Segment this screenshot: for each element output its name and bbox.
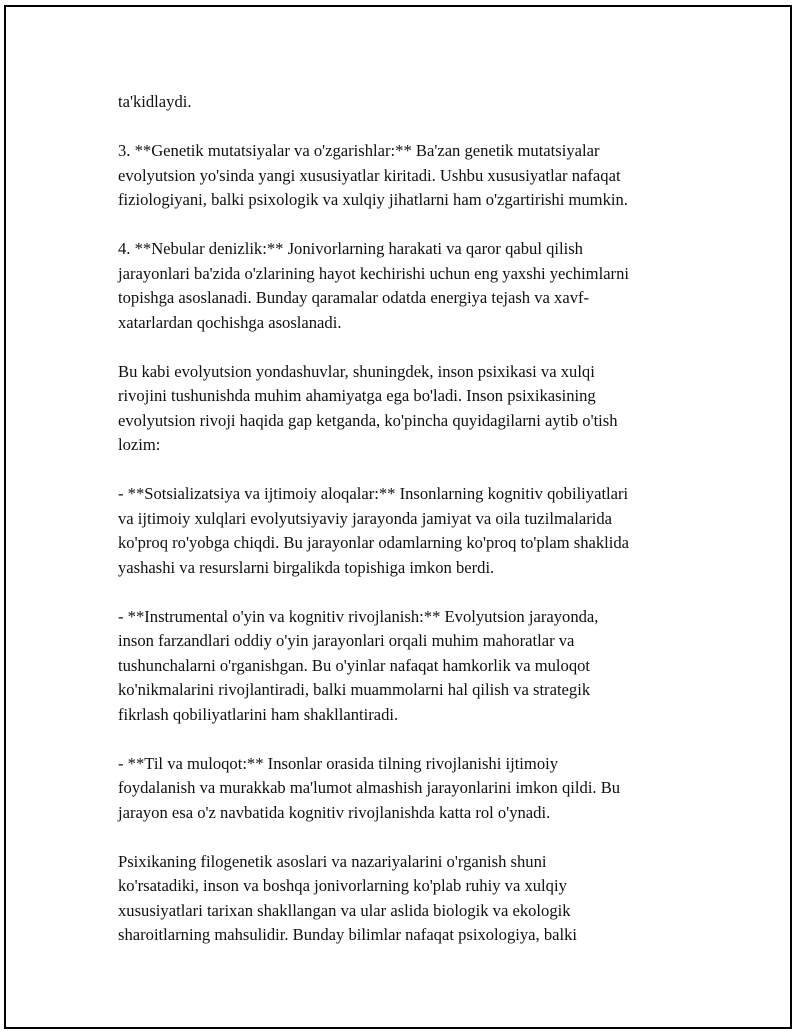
text-line: jarayonlari ba'zida o'zlarining hayot kechirishi uchun eng yaxshi yechimlarni (118, 263, 629, 283)
text-line: - **Til va muloqot:** Insonlar orasida tilning rivojlanishi ijtimoiy (118, 753, 559, 773)
text-line: ko'nikmalarini rivojlantiradi, balki muammolarni hal qilish va strategik (118, 680, 591, 699)
text-line: ko'rsatadiki, inson va boshqa jonivorlarning ko'plab ruhiy va xulqiy (118, 876, 567, 895)
document-body (118, 90, 698, 972)
paragraph-language (118, 752, 698, 826)
text-line: - **Instrumental o'yin va kognitiv rivojlanish:** Evolyutsion jarayonda, (118, 606, 599, 626)
text-line: ta'kidlaydi. (118, 92, 192, 111)
text-line: rivojini tushunishda muhim ahamiyatga ega bo'ladi. Inson psixikasining (118, 386, 596, 405)
text-line: foydalanish va murakkab ma'lumot almashish jarayonlarini imkon qildi. Bu (118, 778, 621, 797)
paragraph-socialization (118, 482, 698, 580)
text-line: fikrlash qobiliyatlarini ham shakllantiradi. (118, 704, 399, 724)
text-line: xususiyatlari tarixan shakllangan va ular aslida biologik va ekologik (118, 900, 571, 920)
text-line: jarayon esa o'z navbatida kognitiv rivojlanishda katta rol o'ynadi. (118, 802, 551, 822)
text-line: evolyutsion yo'sinda yangi xususiyatlar kiritadi. Ushbu xususiyatlar nafaqat (118, 165, 621, 185)
paragraph (118, 90, 698, 115)
paragraph-phylogenetic (118, 850, 698, 948)
text-line: xatarlardan qochishga asoslanadi. (118, 312, 342, 332)
paragraph-evolutionary-approaches (118, 360, 698, 458)
text-line: Bu kabi evolyutsion yondashuvlar, shuningdek, inson psixikasi va xulqi (118, 361, 595, 381)
text-line: ko'proq ro'yobga chiqdi. Bu jarayonlar odamlarning ko'proq to'plam shaklida (118, 533, 630, 552)
text-line: lozim: (118, 435, 161, 454)
text-line: 3. **Genetik mutatsiyalar va o'zgarishlar:** Ba'zan genetik mutatsiyalar (118, 141, 600, 160)
text-line: topishga asoslanadi. Bunday qaramalar odatda energiya tejash va xavf- (118, 288, 590, 307)
text-line: Psixikaning filogenetik asoslari va nazariyalarini o'rganish shuni (118, 851, 547, 871)
paragraph-instrumental-play (118, 605, 698, 728)
text-line: - **Sotsializatsiya va ijtimoiy aloqalar:** Insonlarning kognitiv qobiliyatlari (118, 484, 629, 503)
text-line: tushunchalarni o'rganishgan. Bu o'yinlar nafaqat hamkorlik va muloqot (118, 655, 591, 675)
text-line: evolyutsion rivoji haqida gap ketganda, ko'pincha quyidagilarni aytib o'tish (118, 410, 618, 430)
text-line: sharoitlarning mahsulidir. Bunday bilimlar nafaqat psixologiya, balki (118, 925, 578, 944)
text-line: inson farzandlari oddiy o'yin jarayonlari orqali muhim mahoratlar va (118, 631, 575, 650)
paragraph-genetic-mutations (118, 139, 698, 213)
text-line: 4. **Nebular denizlik:** Jonivorlarning harakati va qaror qabul qilish (118, 239, 583, 258)
text-line: yashashi va resurslarni birgalikda topishiga imkon berdi. (118, 557, 495, 577)
text-line: fiziologiyani, balki psixologik va xulqiy jihatlarni ham o'zgartirishi mumkin. (118, 190, 628, 209)
paragraph-nebular (118, 237, 698, 335)
text-line: va ijtimoiy xulqlari evolyutsiyaviy jarayonda jamiyat va oila tuzilmalarida (118, 508, 612, 528)
